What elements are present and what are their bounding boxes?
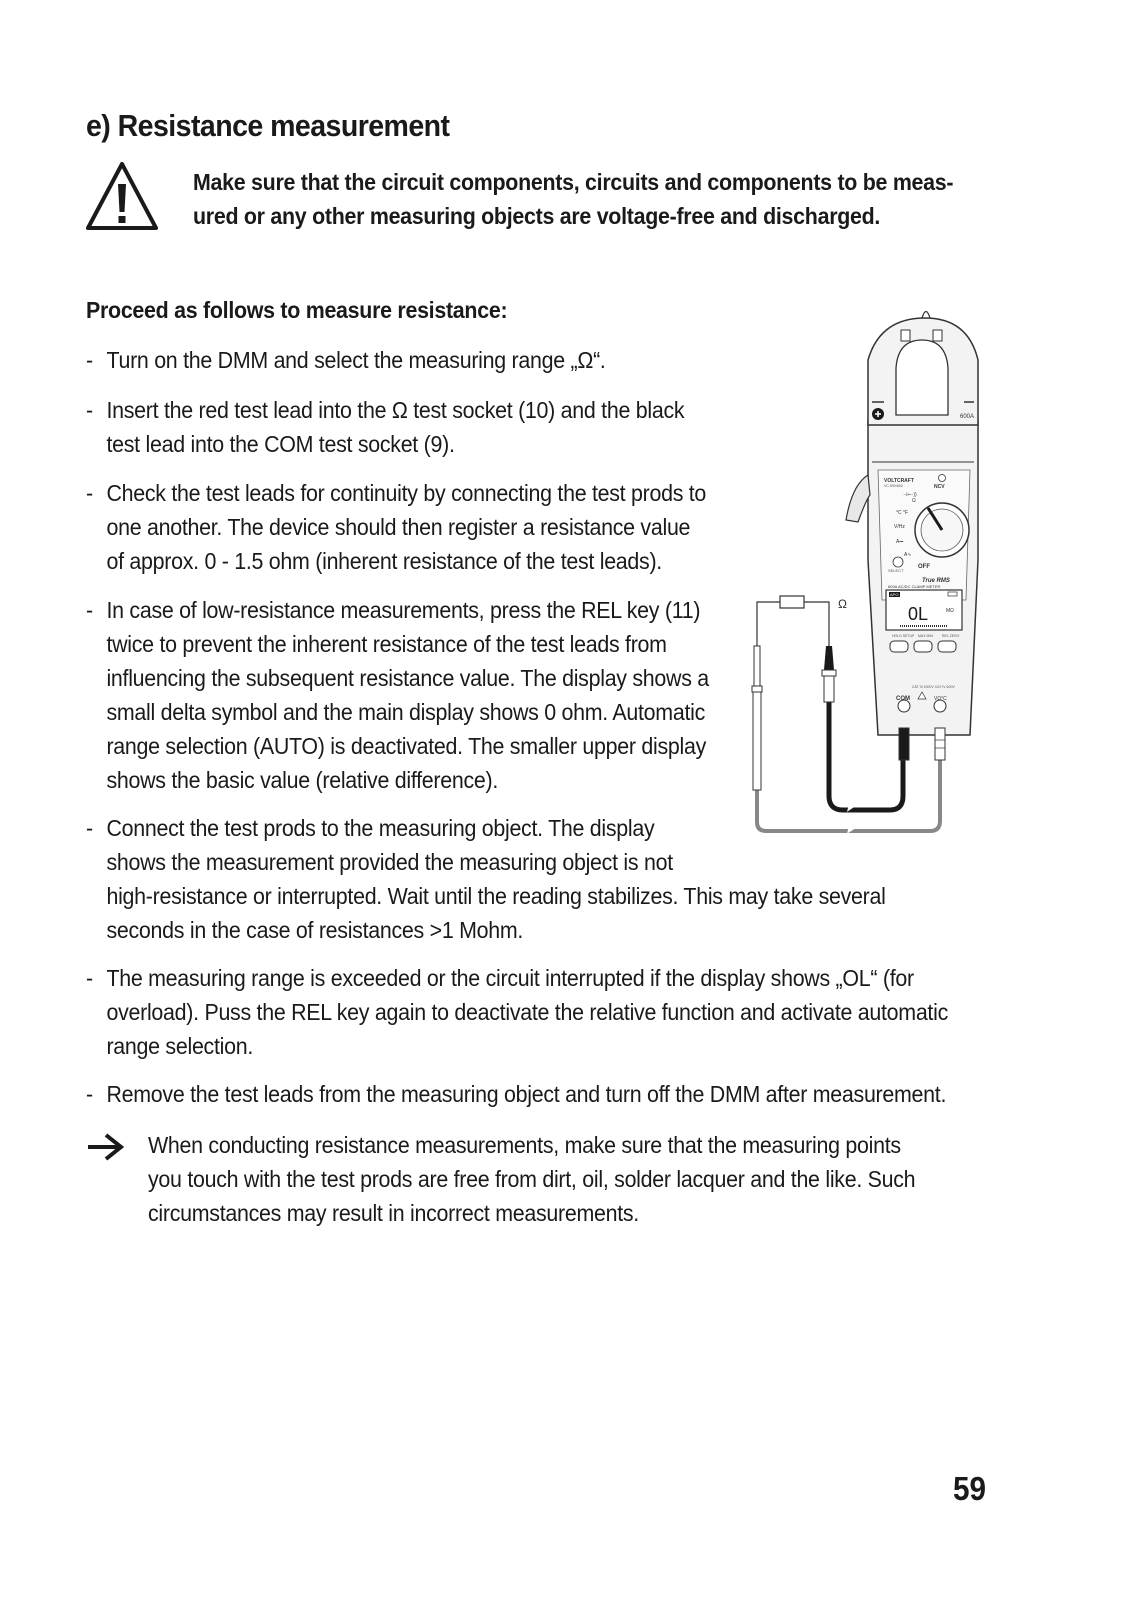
step-item [86, 593, 709, 797]
step-dash: - [86, 1081, 93, 1107]
step-dash: - [86, 480, 93, 506]
note-line: you touch with the test prods are free from dirt, oil, solder lacquer and the like. Such [148, 1166, 916, 1192]
section-title: e) Resistance measurement [86, 108, 450, 143]
note-text [148, 1128, 957, 1230]
step-line: The measuring range is exceeded or the circuit interrupted if the display shows „OL“ (for [106, 965, 914, 991]
dial-label: ⊣⊢·)) [903, 492, 917, 498]
meter-subtitle: 600A AC/DC CLAMP METER [888, 584, 941, 589]
max-button-label: MAX MIN [918, 634, 933, 638]
resistor-symbol: Ω [838, 597, 847, 611]
step-line: Connect the test prods to the measuring object. The display [106, 815, 655, 841]
rel-button-label: REL ZERO [942, 634, 960, 638]
intro-heading: Proceed as follows to measure resistance: [86, 297, 508, 323]
rel-button[interactable] [938, 641, 956, 652]
step-item [86, 476, 706, 578]
step-item [86, 393, 684, 461]
dial-label: A∿ [904, 552, 912, 558]
display-reading: 0L [908, 604, 929, 624]
step-dash: - [86, 597, 93, 623]
arrow-right-icon [86, 1132, 126, 1162]
model-label: VC-590/600 [884, 484, 903, 488]
step-line: In case of low-resistance measurements, press the REL key (11) [106, 597, 701, 623]
step-line: test lead into the COM test socket (9). [106, 431, 455, 457]
dial-label: Ω [912, 498, 916, 504]
hold-button[interactable] [890, 641, 908, 652]
step-line: Check the test leads for continuity by connecting the test prods to [106, 480, 707, 506]
note-line: When conducting resistance measurements, make sure that the measuring points [148, 1132, 901, 1158]
select-label: SELECT [888, 568, 904, 573]
com-label: COM [896, 696, 910, 702]
clamp-meter-illustration [745, 298, 1015, 843]
step-dash: - [86, 397, 93, 423]
step-line: range selection (AUTO) is deactivated. The smaller upper display [106, 733, 707, 759]
red-probe [752, 632, 762, 790]
step-line: one another. The device should then register a resistance value [106, 514, 691, 540]
apo-indicator: APO [890, 592, 899, 597]
step-dash: - [86, 347, 93, 373]
ncv-label: NCV [934, 484, 945, 490]
display-unit: MΩ [946, 608, 954, 614]
hold-button-label: HOLD SETUP [892, 634, 915, 638]
step-item [86, 1077, 946, 1111]
cat-rating: CAT III 1000V CAT IV 600V [912, 685, 955, 689]
step-line: seconds in the case of resistances >1 Mohm. [106, 917, 524, 943]
warning-icon [84, 160, 160, 232]
page-number: 59 [953, 1470, 987, 1507]
vohm-label: VΩ°C [934, 696, 947, 702]
select-button[interactable] [893, 557, 903, 567]
step-line: range selection. [106, 1033, 254, 1059]
true-rms-label: True RMS [922, 578, 950, 584]
resistor-icon [780, 596, 804, 608]
step-line: Turn on the DMM and select the measuring range „Ω“. [106, 347, 606, 373]
off-label: OFF [918, 564, 930, 570]
note-line: circumstances may result in incorrect measurements. [148, 1200, 639, 1226]
step-line: Remove the test leads from the measuring object and turn off the DMM after measurement. [106, 1081, 947, 1107]
step-line: high-resistance or interrupted. Wait until the reading stabilizes. This may take several [106, 883, 886, 909]
max-button[interactable] [914, 641, 932, 652]
step-dash: - [86, 965, 93, 991]
step-dash: - [86, 815, 93, 841]
dial-label: A⎓ [896, 539, 904, 545]
warning-text: Make sure that the circuit components, circuits and components to be meas- ured or any other measuring objects are voltage-free and discharged. [193, 169, 954, 229]
step-line: shows the basic value (relative difference). [106, 767, 499, 793]
step-line: shows the measurement provided the measuring object is not [106, 849, 673, 875]
dial-label: V/Hz [894, 524, 905, 530]
dial-label: °C °F [896, 510, 909, 516]
step-line: influencing the subsequent resistance value. The display shows a [106, 665, 709, 691]
black-probe [822, 632, 836, 702]
step-line: of approx. 0 - 1.5 ohm (inherent resistance of the test leads). [106, 548, 662, 574]
jaw-label: 600A [960, 414, 975, 420]
brand-label: VOLTCRAFT [884, 478, 914, 484]
step-item [86, 961, 948, 1063]
step-item [86, 343, 606, 377]
step-line: Insert the red test lead into the Ω test socket (10) and the black [106, 397, 685, 423]
step-line: small delta symbol and the main display shows 0 ohm. Automatic [106, 699, 706, 725]
step-line: twice to prevent the inherent resistance of the test leads from [106, 631, 667, 657]
step-line: overload). Puss the REL key again to deactivate the relative function and activate automatic [106, 999, 948, 1025]
